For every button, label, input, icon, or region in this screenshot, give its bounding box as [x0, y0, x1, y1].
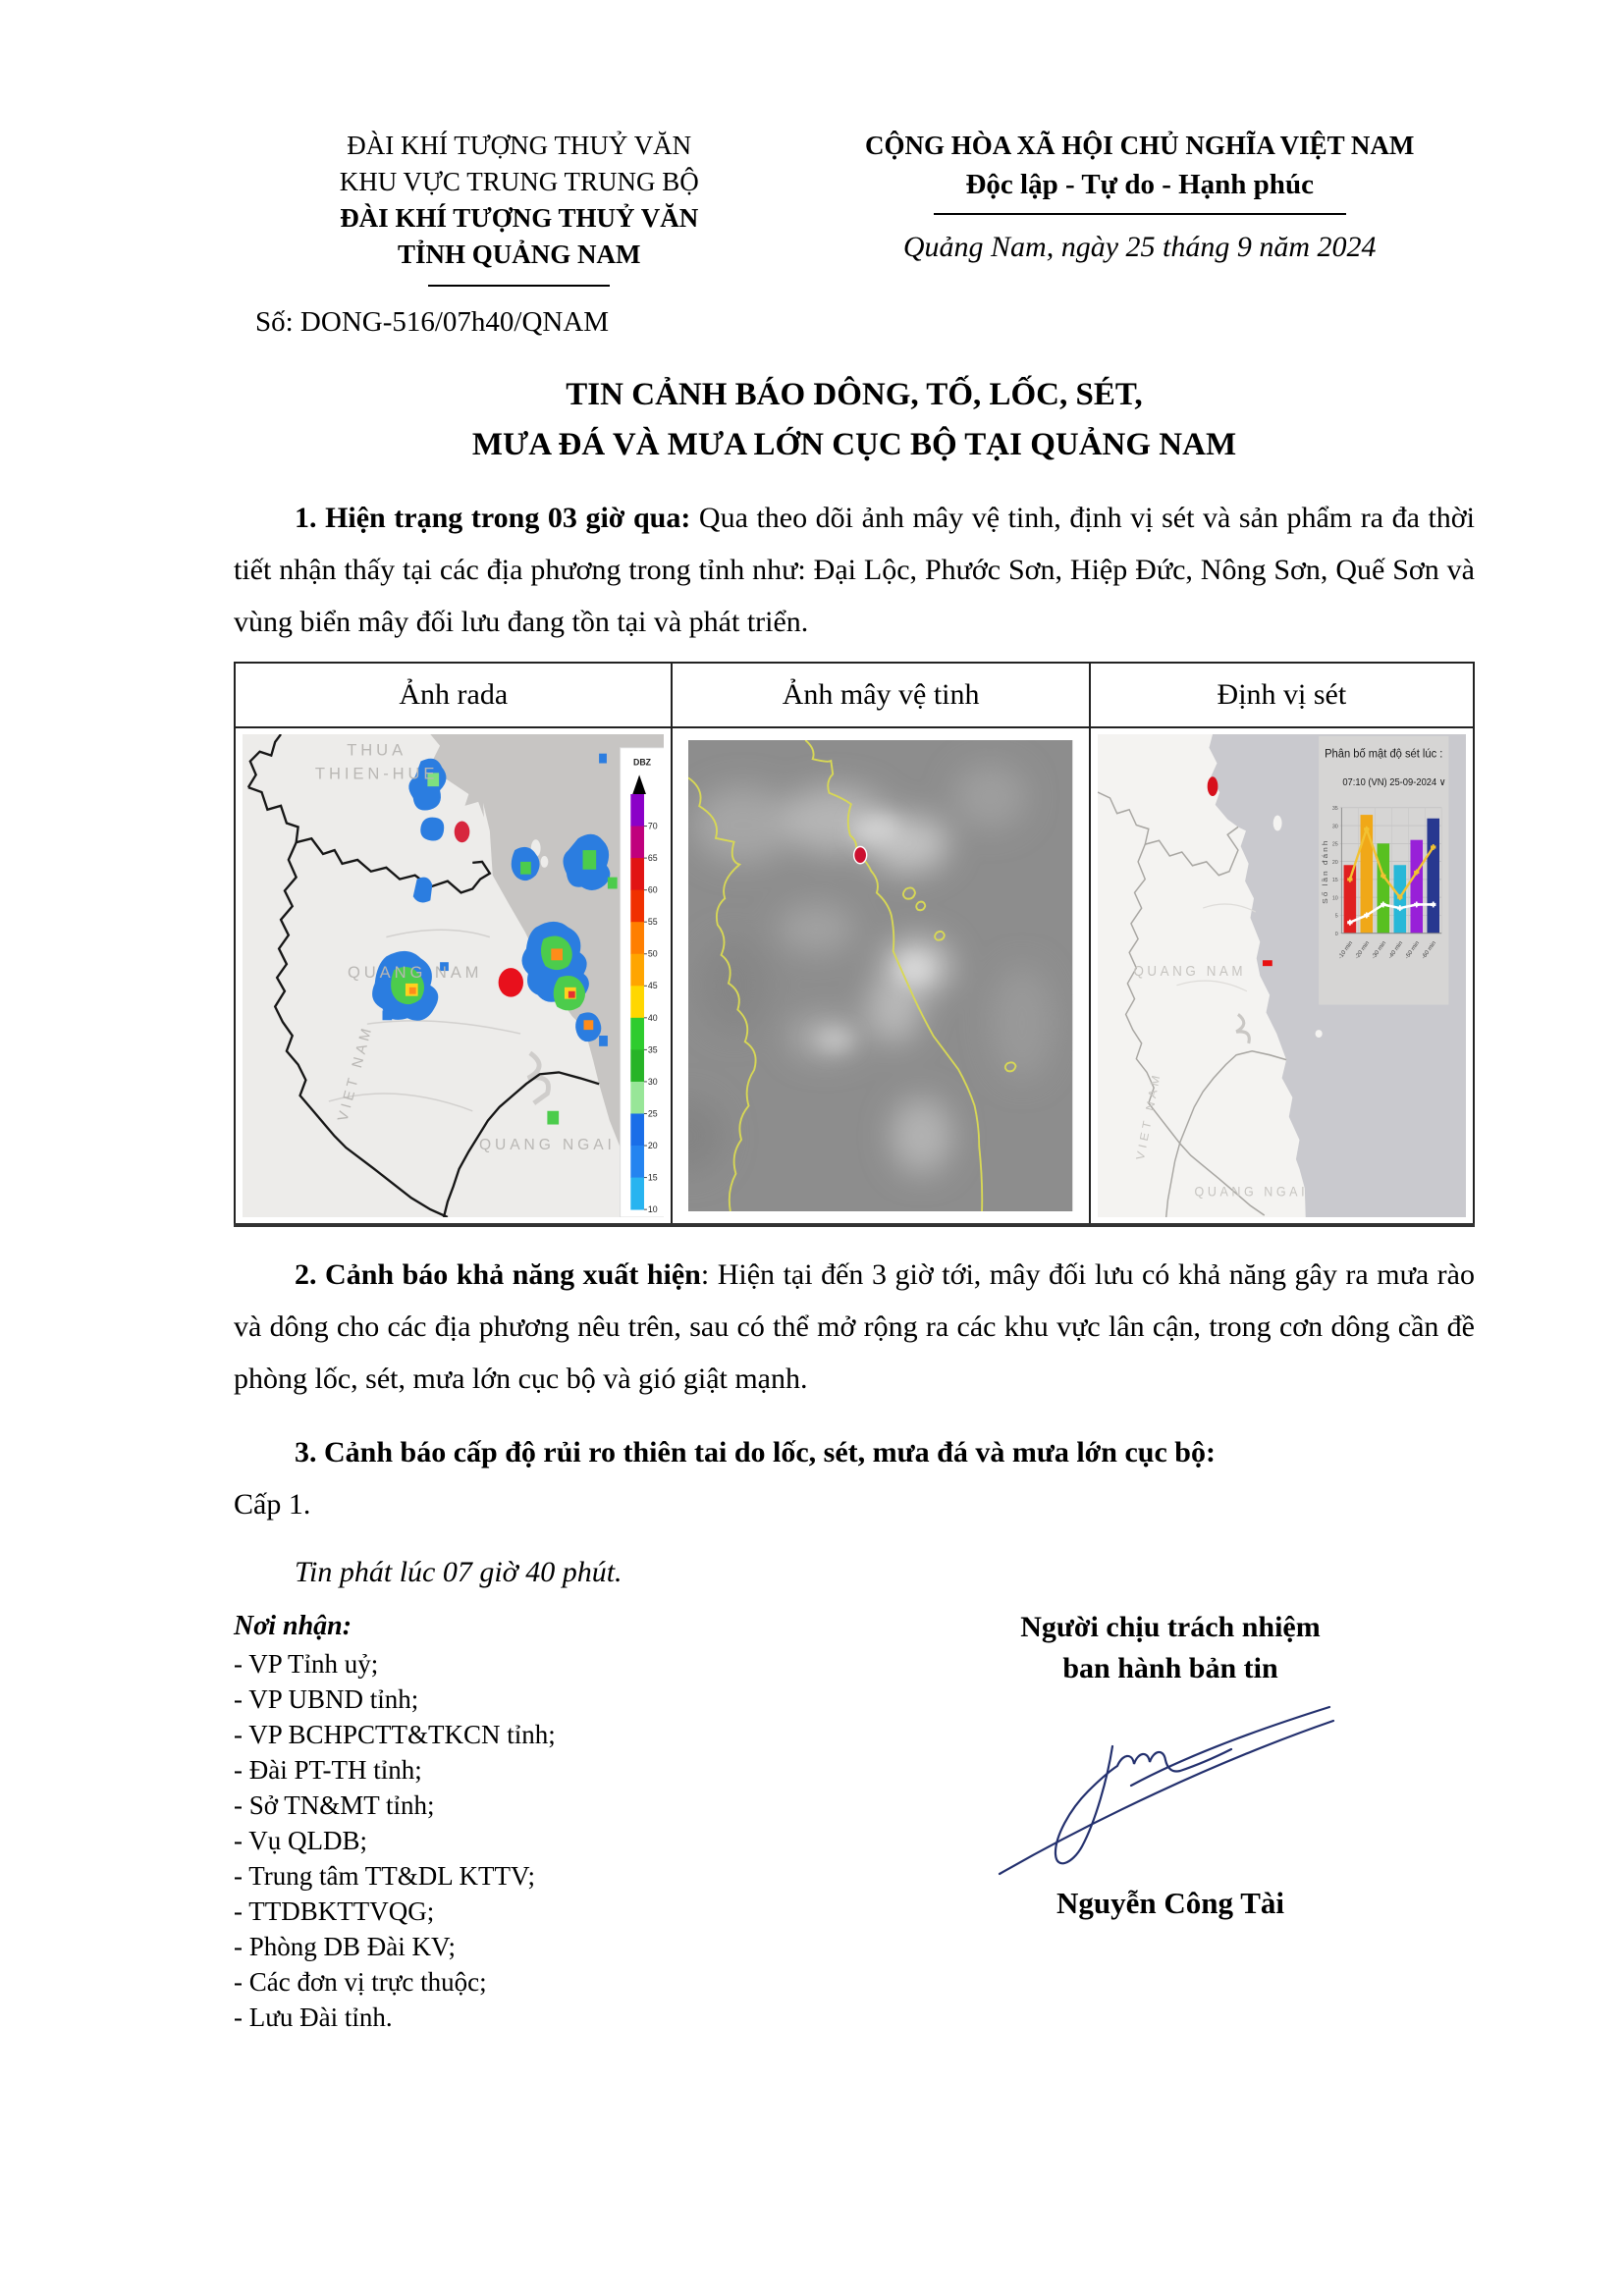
date-line: Quảng Nam, ngày 25 tháng 9 năm 2024: [902, 231, 1377, 263]
column-header-lightning: Định vị sét: [1090, 663, 1474, 727]
chart-bar: [1410, 840, 1423, 934]
colorbar-tick-label: 25: [647, 1108, 658, 1119]
section-1-label: 1. Hiện trạng trong 03 giờ qua:: [295, 502, 699, 534]
colorbar-tick-label: 50: [647, 948, 658, 959]
document-footer: [234, 1607, 1475, 2035]
colorbar-tick-label: 35: [647, 1044, 658, 1055]
recipient-item: - Phòng DB Đài KV;: [234, 1932, 456, 1961]
recipient-item: - Đài PT-TH tỉnh;: [234, 1755, 422, 1785]
lightning-alert-dot: [1207, 776, 1218, 796]
chart-y-tick: 25: [1331, 841, 1338, 848]
document-header: [234, 128, 1475, 287]
section-3-heading: [234, 1426, 1475, 1478]
chart-y-tick: 35: [1331, 805, 1338, 813]
chart-y-tick: 30: [1331, 824, 1338, 830]
chart-y-axis-label: Số lần đánh: [1321, 838, 1329, 904]
agency-line-2: KHU VỰC TRUNG TRUNG BỘ: [339, 167, 699, 196]
chart-y-tick: 5: [1334, 913, 1338, 920]
signer-title-line-2: ban hành bản tin: [1062, 1652, 1278, 1684]
chart-x-tick: -10 min: [1336, 939, 1354, 961]
recipient-item: - Các đơn vị trực thuộc;: [234, 1967, 487, 1997]
colorbar-tick-label: 60: [647, 884, 658, 895]
radar-label-viet-nam: VIET NAM: [335, 1023, 376, 1124]
chart-y-tick: 15: [1331, 877, 1338, 884]
recipients-block: [234, 1607, 866, 2035]
colorbar-tick-label: 45: [647, 981, 658, 991]
lightning-label-quang-ngai: QUANG NGAI: [1194, 1183, 1308, 1200]
lightning-cell: [1090, 727, 1474, 1225]
section-2-paragraph: [234, 1249, 1475, 1405]
lightning-alert-mark: [1263, 960, 1272, 966]
national-title: CỘNG HÒA XÃ HỘI CHỦ NGHĨA VIỆT NAM: [865, 131, 1415, 160]
colorbar-tick-label: 55: [647, 917, 658, 928]
handwritten-signature: [984, 1695, 1357, 1882]
title-line-2: MƯA ĐÁ VÀ MƯA LỚN CỤC BỘ TẠI QUẢNG NAM: [471, 427, 1237, 462]
chart-y-tick: 10: [1331, 895, 1338, 902]
document-number: Số: DONG-516/07h40/QNAM: [255, 306, 610, 338]
chart-x-tick: -40 min: [1386, 939, 1404, 961]
colorbar-tick-label: 15: [647, 1172, 658, 1183]
chart-y-tick: 20: [1331, 859, 1338, 866]
radar-label-thien-hue: THIEN-HUE: [314, 764, 439, 783]
colorbar-tick-label: 70: [647, 821, 658, 831]
colorbar-tick-label: 65: [647, 853, 658, 864]
recipient-item: - TTDBKTTVQG;: [234, 1896, 435, 1926]
signer-name: Nguyễn Công Tài: [1056, 1886, 1284, 1920]
column-header-satellite: Ảnh mây vệ tinh: [672, 663, 1089, 727]
lightning-label-quang-nam: QUANG NAM: [1133, 962, 1246, 980]
recipient-item: - VP Tỉnh uỷ;: [234, 1649, 379, 1679]
colorbar-tick-label: 10: [647, 1204, 658, 1215]
recipient-item: - Sở TN&MT tỉnh;: [234, 1790, 435, 1820]
document-title: [234, 370, 1475, 470]
chart-x-tick: -60 min: [1420, 939, 1437, 961]
colorbar-tick-label: 20: [647, 1140, 658, 1150]
column-header-radar: Ảnh rada: [235, 663, 672, 727]
radar-label-quang-nam: QUANG NAM: [347, 962, 483, 982]
national-motto-block: [804, 128, 1475, 287]
chart-x-tick: -20 min: [1353, 939, 1371, 961]
lightning-label-viet-nam: VIET NAM: [1133, 1070, 1164, 1162]
radar-alert-dot-1: [455, 822, 470, 843]
chart-bar: [1427, 819, 1439, 934]
observation-images-table: [234, 662, 1475, 1227]
radar-alert-dot-2: [499, 968, 523, 997]
radar-label-thua: THUA: [347, 740, 407, 760]
agency-line-1: ĐÀI KHÍ TƯỢNG THUỶ VĂN: [347, 131, 692, 160]
recipient-item: - Lưu Đài tỉnh.: [234, 2002, 393, 2032]
motto-underline: [934, 213, 1346, 215]
lightning-density-chart: [1319, 736, 1448, 1005]
recipient-item: - Trung tâm TT&DL KTTV;: [234, 1861, 535, 1891]
section-1-text: Qua theo dõi ảnh mây vệ tinh, định vị sét và sản phẩm ra đa thời tiết nhận thấy tại các địa phương trong tỉnh như: Đại Lộc, Phước Sơn, Hiệp Đức, Nông Sơn, Quế Sơn và vùng biển mây đối lưu đang tồn tại và phát triển.: [234, 502, 1475, 638]
radar-cell: [235, 727, 672, 1225]
agency-line-3: ĐÀI KHÍ TƯỢNG THUỶ VĂN: [340, 203, 699, 233]
signature-block: [866, 1607, 1475, 2035]
colorbar-tick-label: 40: [647, 1012, 658, 1023]
chart-datetime-dropdown[interactable]: 07:10 (VN) 25-09-2024 ∨: [1342, 776, 1446, 789]
recipient-item: - VP BCHPCTT&TKCN tỉnh;: [234, 1720, 556, 1749]
recipient-item: - VP UBND tỉnh;: [234, 1684, 419, 1714]
lightning-map-image: [1098, 734, 1466, 1217]
chart-bar: [1377, 843, 1389, 933]
chart-x-tick: -30 min: [1370, 939, 1387, 961]
radar-map-image: [243, 734, 664, 1217]
table-image-row: [235, 727, 1474, 1225]
satellite-cell: [672, 727, 1089, 1225]
chart-x-tick: -50 min: [1403, 939, 1421, 961]
signer-title-line-1: Người chịu trách nhiệm: [1020, 1611, 1321, 1643]
radar-colorbar: [621, 748, 665, 1217]
issuing-agency-block: [234, 128, 804, 287]
recipients-list: [234, 1646, 866, 2035]
radar-label-quang-ngai: QUANG NGAI: [479, 1137, 616, 1154]
national-motto: Độc lập - Tự do - Hạnh phúc: [965, 169, 1314, 200]
colorbar-tick-label: 30: [647, 1076, 658, 1087]
table-header-row: [235, 663, 1474, 727]
recipients-label: Nơi nhận:: [234, 1611, 352, 1641]
satellite-map-image: [688, 740, 1072, 1211]
section-1-paragraph: [234, 492, 1475, 648]
chart-y-tick: 0: [1334, 931, 1338, 938]
satellite-alert-dot: [854, 846, 867, 863]
section-3-label: 3. Cảnh báo cấp độ rủi ro thiên tai do lốc, sét, mưa đá và mưa lớn cục bộ:: [295, 1436, 1216, 1468]
title-line-1: TIN CẢNH BÁO DÔNG, TỐ, LỐC, SÉT,: [566, 377, 1143, 412]
agency-underline: [428, 285, 610, 287]
section-2-text: : Hiện tại đến 3 giờ tới, mây đối lưu có khả năng gây ra mưa rào và dông cho các địa phương nêu trên, sau có thể mở rộng ra các khu vực lân cận, trong cơn dông cần đề phòng lốc, sét, mưa lớn cục bộ và gió giật mạnh.: [234, 1258, 1475, 1395]
issue-time: Tin phát lúc 07 giờ 40 phút.: [295, 1556, 623, 1588]
section-2-label: 2. Cảnh báo khả năng xuất hiện: [295, 1258, 701, 1291]
agency-line-4: TỈNH QUẢNG NAM: [397, 240, 641, 269]
colorbar-title: DBZ: [633, 757, 652, 768]
recipient-item: - Vụ QLDB;: [234, 1826, 368, 1855]
chart-title: Phân bố mật độ sét lúc :: [1324, 747, 1443, 761]
section-3-level: Cấp 1.: [234, 1488, 311, 1521]
